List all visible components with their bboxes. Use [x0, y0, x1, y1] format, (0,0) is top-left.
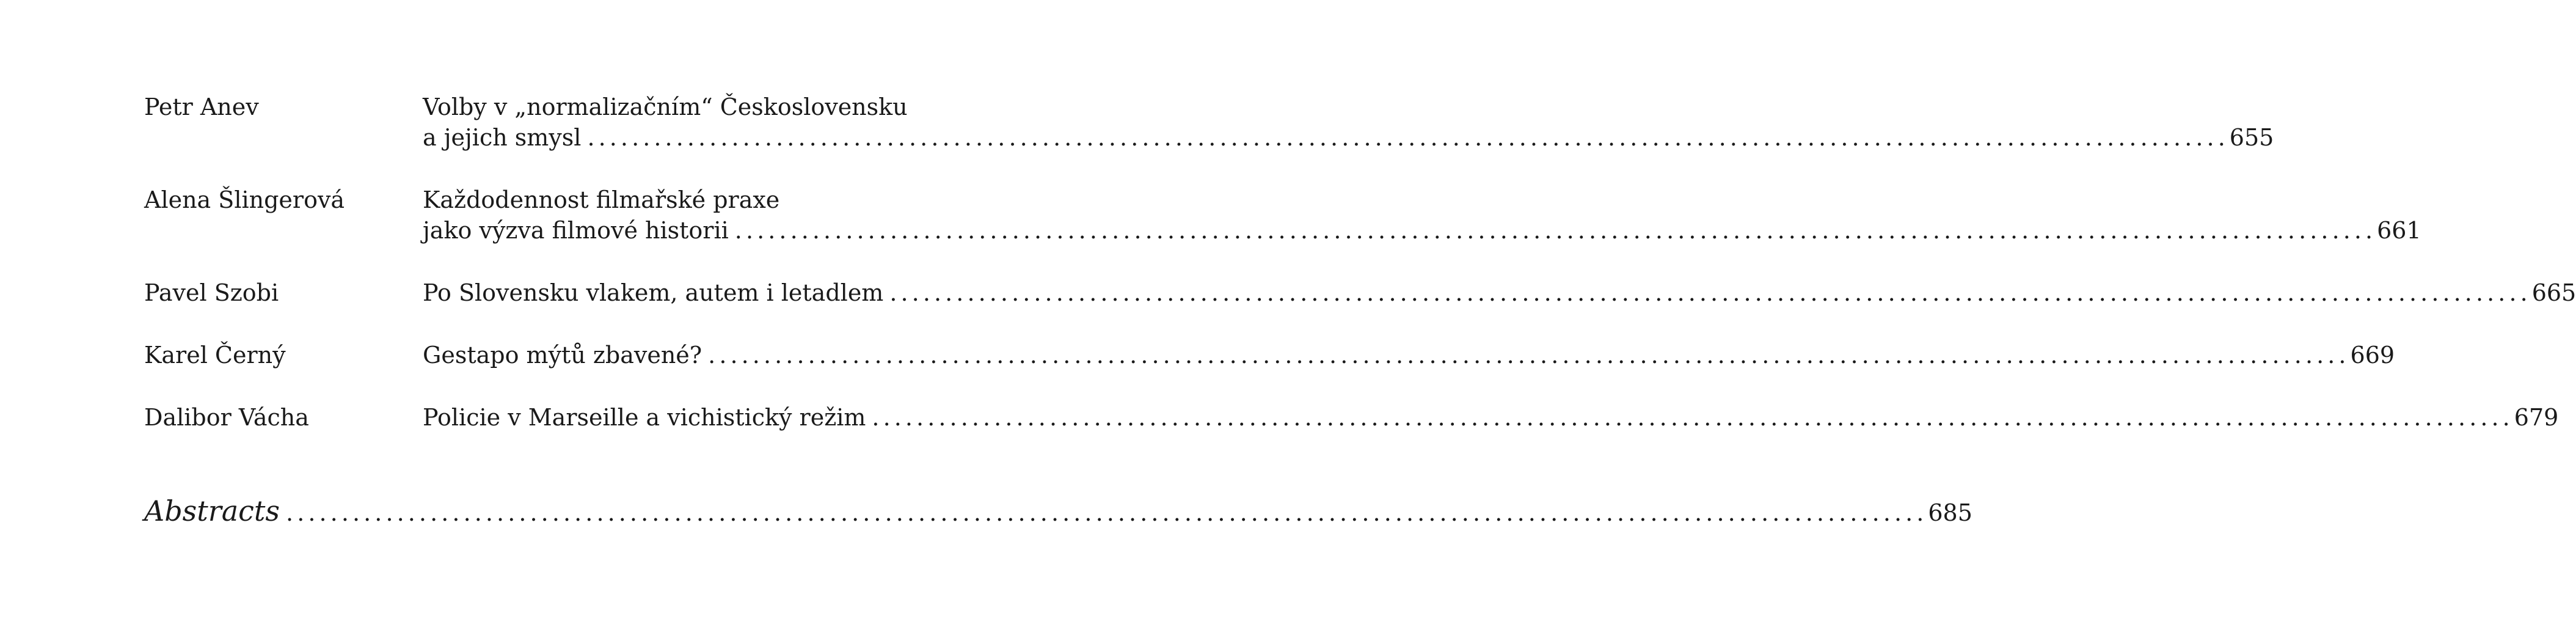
entry-author: Pavel Szobi	[144, 279, 279, 306]
entry-title	[423, 340, 2395, 370]
entry-page-number: 655	[2229, 124, 2274, 151]
entry-title-text: Volby v „normalizačním“ Československu	[423, 94, 908, 120]
entry-page-number: 679	[2514, 404, 2559, 431]
dot-leader	[889, 277, 2525, 308]
toc-entry	[144, 185, 2421, 246]
entry-title-text: Policie v Marseille a vichistický režim	[423, 404, 866, 431]
entry-author: Petr Anev	[144, 94, 259, 120]
toc-entry	[144, 92, 2274, 153]
entry-title-line	[423, 215, 2421, 246]
entry-title-text: jako výzva filmové historii	[423, 217, 729, 244]
entry-title	[423, 92, 2274, 153]
abstracts-page-number: 685	[1928, 499, 1972, 526]
toc-entry	[144, 402, 2559, 433]
entry-title	[423, 277, 2576, 308]
abstracts-entry	[144, 494, 1972, 530]
entry-title-text: Po Slovensku vlakem, autem i letadlem	[423, 279, 884, 306]
entry-page-number: 665	[2531, 279, 2576, 306]
entry-title-line	[423, 340, 2395, 370]
entry-page-number: 669	[2350, 342, 2395, 369]
dot-leader	[708, 340, 2344, 370]
dot-leader	[735, 215, 2371, 246]
toc-entry	[144, 277, 2576, 308]
entry-author: Dalibor Vácha	[144, 404, 309, 431]
dot-leader	[286, 496, 1922, 530]
entry-title-text: Každodennost filmařské praxe	[423, 186, 780, 213]
toc-entry	[144, 340, 2395, 370]
entry-title-text: Gestapo mýtů zbavené?	[423, 342, 702, 369]
dot-leader	[587, 122, 2223, 153]
entry-title-line	[423, 402, 2558, 433]
abstracts-label: Abstracts	[144, 494, 280, 527]
dot-leader	[872, 402, 2508, 433]
entry-title-text: a jejich smysl	[423, 124, 582, 151]
entry-title-line	[423, 277, 2576, 308]
entry-title	[423, 402, 2558, 433]
entry-page-number: 661	[2377, 217, 2421, 244]
entry-title	[423, 185, 2421, 246]
entry-author: Karel Černý	[144, 342, 286, 369]
entry-author: Alena Šlingerová	[144, 186, 345, 213]
table-of-contents	[144, 92, 2576, 433]
entry-title-line	[423, 185, 2421, 215]
entry-title-line	[423, 122, 2274, 153]
entry-title-line	[423, 92, 2274, 122]
